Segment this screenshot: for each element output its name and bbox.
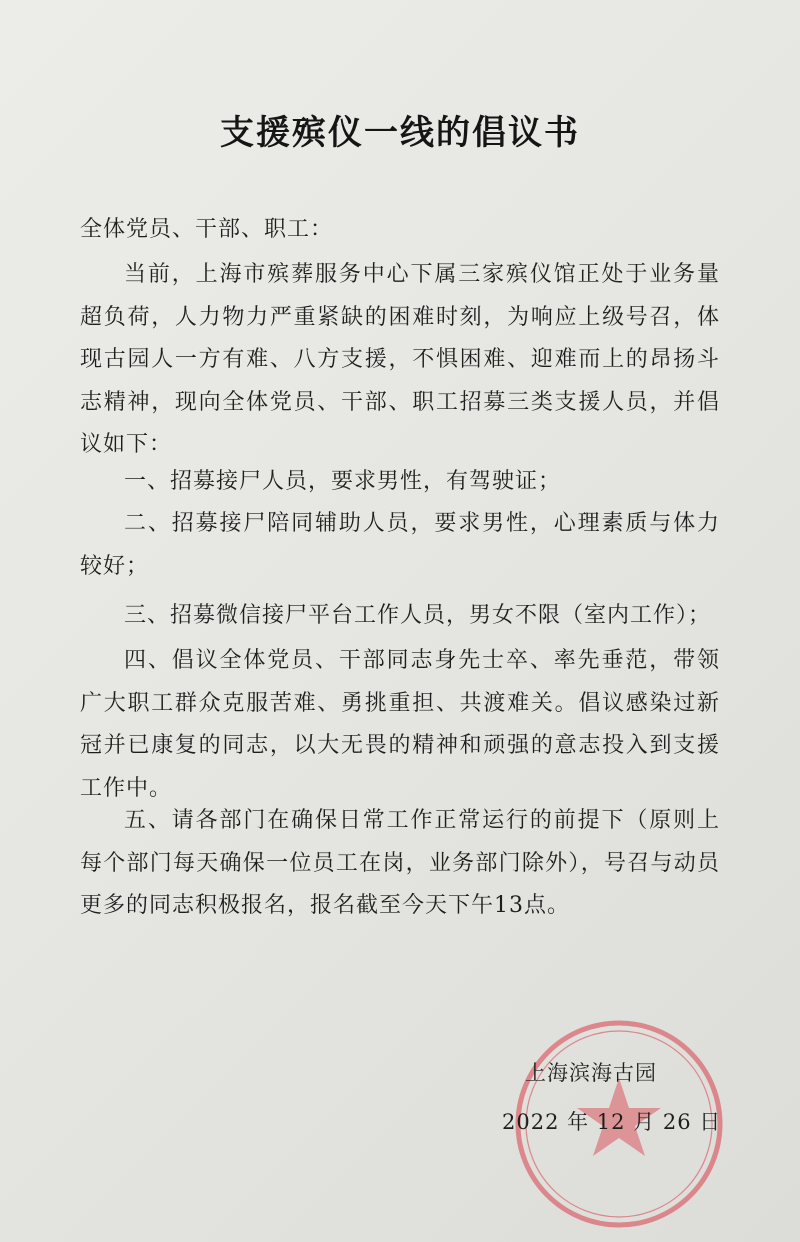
salutation: 全体党员、干部、职工： <box>80 217 334 242</box>
document-title: 支援殡仪一线的倡议书 <box>220 113 580 153</box>
item-1-paragraph: 一、招募接尸人员，要求男性，有驾驶证； <box>124 469 562 494</box>
item-3-paragraph: 三、招募微信接尸平台工作人员，男女不限（室内工作）； <box>124 603 712 628</box>
signature-organization: 上海滨海古园 <box>525 1061 657 1085</box>
item-2-paragraph: 二、招募接尸陪同辅助人员，要求男性，心理素质与体力较好； <box>80 511 720 579</box>
item-4-paragraph: 四、倡议全体党员、干部同志身先士卒、率先垂范，带领广大职工群众克服苦难、勇挑重担、共渡难关。倡议感染过新冠并已康复的同志，以大无畏的精神和顽强的意志投入到支援工作中。 <box>80 648 720 801</box>
signature-date: 2022 年 12 月 26 日 <box>502 1110 722 1134</box>
intro-paragraph: 当前，上海市殡葬服务中心下属三家殡仪馆正处于业务量超负荷，人力物力严重紧缺的困难时刻，为响应上级号召，体现古园人一方有难、八方支援，不惧困难、迎难而上的昂扬斗志精神，现向全体党员、干部、职工招募三类支援人员，并倡议如下： <box>80 262 720 457</box>
item-5-paragraph: 五、请各部门在确保日常工作正常运行的前提下（原则上每个部门每天确保一位员工在岗，业务部门除外），号召与动员更多的同志积极报名，报名截至今天下午13点。 <box>80 808 720 918</box>
